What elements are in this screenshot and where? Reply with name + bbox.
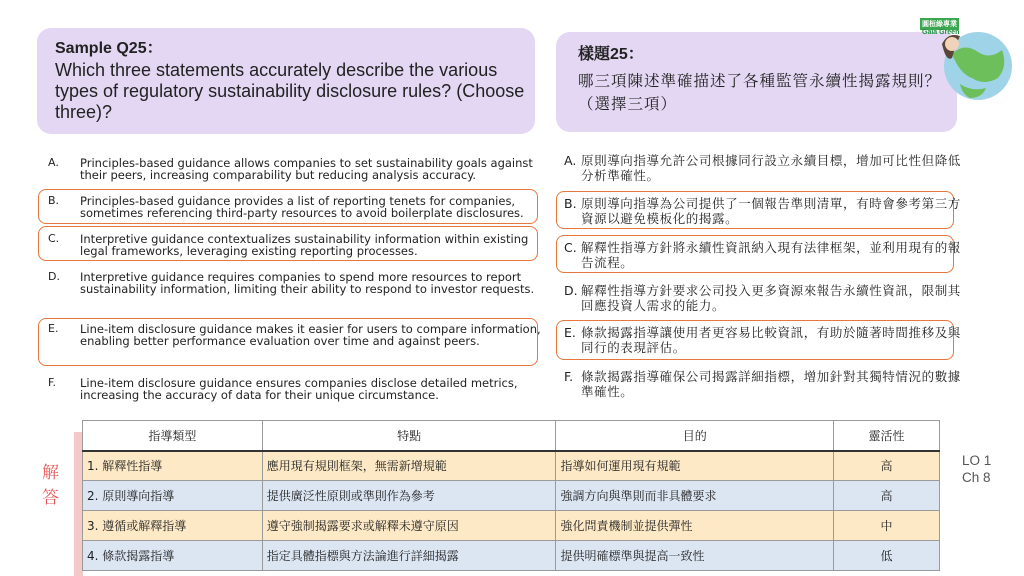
question-title-zh: 樣題25： — [578, 46, 644, 63]
table-header-cell: 靈活性 — [834, 421, 940, 451]
option-letter: E. — [48, 322, 59, 335]
option-letter: F. — [564, 369, 574, 384]
option-zh-a — [564, 153, 961, 183]
question-box-zh — [556, 32, 957, 132]
table-header-cell: 目的 — [556, 421, 834, 451]
option-text: Line-item disclosure guidance makes it easier for users to compare information, enabling better performance evaluation over time and against peers. — [80, 322, 541, 348]
table-cell: 高 — [834, 481, 940, 511]
option-zh-f — [564, 369, 961, 399]
option-en-f — [48, 377, 538, 403]
answer-label: 解答 — [42, 463, 59, 508]
option-text: 原則導向指導允許公司根據同行設立永續目標，增加可比性但降低分析準確性。 — [581, 153, 961, 183]
table-cell: 應用現有規則框架，無需新增規範 — [262, 451, 556, 481]
option-text: Principles-based guidance provides a list of reporting tenets for companies, sometimes referencing third-party resources to avoid boilerplate disclosures. — [80, 194, 524, 220]
option-letter: B. — [564, 196, 577, 211]
option-letter: C. — [564, 240, 577, 255]
table-header-cell: 特點 — [262, 421, 556, 451]
option-letter: F. — [48, 376, 57, 389]
option-text: 條款揭露指導確保公司揭露詳細指標，增加針對其獨特情況的數據準確性。 — [581, 369, 961, 399]
table-row — [83, 541, 940, 571]
option-text: Line-item disclosure guidance ensures companies disclose detailed metrics, increasing the accuracy of data for their unique circumstance. — [80, 376, 518, 402]
table-cell: 2. 原則導向指導 — [83, 481, 263, 511]
table-cell: 提供廣泛性原則或準則作為參考 — [262, 481, 556, 511]
option-text: Interpretive guidance requires companies to spend more resources to report sustainability information, limiting their ability to respond to investor requests. — [80, 270, 535, 296]
option-letter: D. — [564, 283, 578, 298]
table-header-row — [83, 421, 940, 451]
option-text: Interpretive guidance contextualizes sustainability information within existing legal frameworks, leveraging existing reporting processes. — [80, 232, 529, 258]
option-text: Principles-based guidance allows companies to set sustainability goals against their peers, increasing comparability but reducing analysis accuracy. — [80, 156, 533, 182]
option-en-b — [48, 195, 538, 221]
table-row — [83, 481, 940, 511]
chapter-text: Ch 8 — [962, 470, 991, 485]
logo-english-text: Gaia Green — [922, 29, 960, 36]
table-cell: 低 — [834, 541, 940, 571]
question-body-en: Which three statements accurately describe the various types of regulatory sustainability disclosure rules? (Choose three)? — [55, 60, 525, 122]
option-letter: A. — [48, 156, 59, 169]
table-cell: 1. 解釋性指導 — [83, 451, 263, 481]
logo-chinese-text: 圓桓綠專業 — [922, 20, 957, 28]
table-cell: 遵守強制揭露要求或解釋未遵守原因 — [262, 511, 556, 541]
option-en-a — [48, 157, 538, 183]
table-cell: 強化問責機制並提供彈性 — [556, 511, 834, 541]
table-cell: 3. 遵循或解釋指導 — [83, 511, 263, 541]
table-cell: 強調方向與準則而非具體要求 — [556, 481, 834, 511]
table-row — [83, 451, 940, 481]
option-text: 解釋性指導方針將永續性資訊納入現有法律框架，並利用現有的報告流程。 — [581, 240, 961, 270]
option-letter: B. — [48, 194, 60, 207]
option-zh-c — [564, 240, 961, 270]
table-cell: 提供明確標準與提高一致性 — [556, 541, 834, 571]
table-cell: 高 — [834, 451, 940, 481]
question-title-en: Sample Q25： — [55, 40, 163, 57]
option-letter: E. — [564, 325, 576, 340]
table-cell: 指定具體指標與方法論進行詳細揭露 — [262, 541, 556, 571]
option-text: 原則導向指導為公司提供了一個報告準則清單，有時會參考第三方資源以避免模板化的揭露。 — [581, 196, 961, 226]
option-letter: D. — [48, 270, 60, 283]
table-cell: 中 — [834, 511, 940, 541]
option-en-d — [48, 271, 538, 309]
question-box-en — [37, 28, 535, 134]
learning-objective-tag — [962, 452, 991, 486]
option-en-c — [48, 233, 538, 259]
table-cell: 指導如何運用現有規範 — [556, 451, 834, 481]
answer-table — [82, 420, 940, 571]
table-cell: 4. 條款揭露指導 — [83, 541, 263, 571]
option-letter: A. — [564, 153, 577, 168]
option-zh-b — [564, 196, 961, 226]
option-zh-d — [564, 283, 961, 313]
option-zh-e — [564, 325, 961, 355]
option-en-e — [48, 322, 541, 361]
option-text: 解釋性指導方針要求公司投入更多資源來報告永續性資訊，限制其回應投資人需求的能力。 — [581, 283, 961, 313]
table-row — [83, 511, 940, 541]
gaia-green-logo — [912, 14, 1024, 102]
option-letter: C. — [48, 232, 60, 245]
question-body-zh: 哪三項陳述準確描述了各種監管永續性揭露規則？（選擇三項） — [578, 72, 942, 113]
lo-text: LO 1 — [962, 453, 992, 468]
option-text: 條款揭露指導讓使用者更容易比較資訊，有助於隨著時間推移及與同行的表現評估。 — [581, 325, 961, 355]
table-header-cell: 指導類型 — [83, 421, 263, 451]
